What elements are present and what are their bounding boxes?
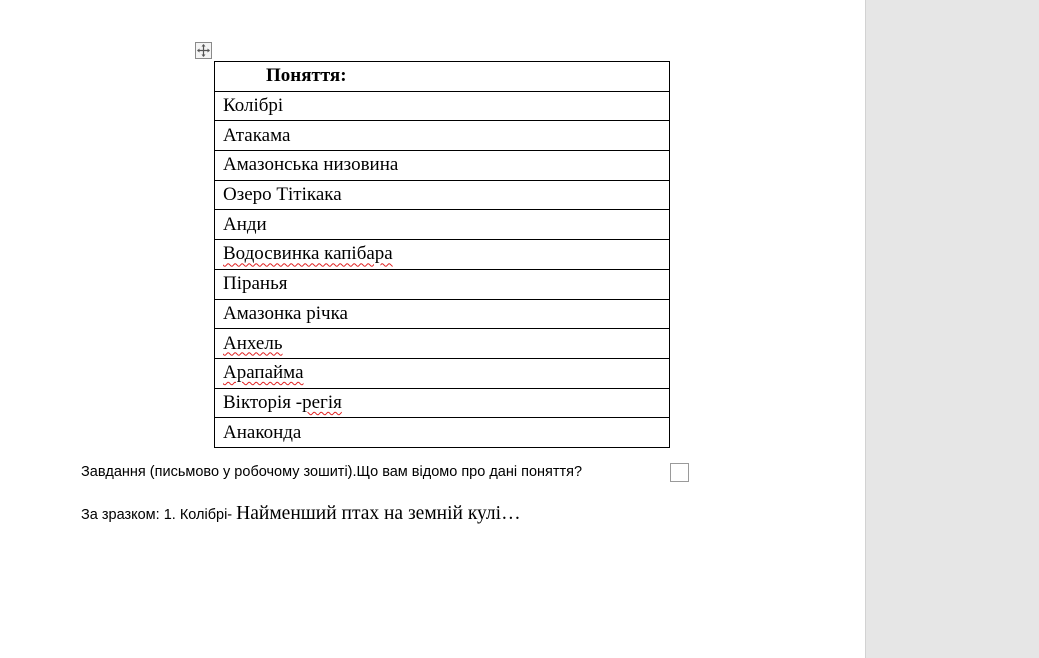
table-cell[interactable] [215,418,670,448]
table-cell[interactable] [215,240,670,270]
cell-text: Вікторія - [223,391,303,413]
cell-text: Піранья [223,273,288,295]
table-header-row [215,62,670,92]
task-paragraph[interactable]: Завдання (письмово у робочому зошиті).Що вам відомо про дані поняття? [81,464,583,480]
side-pane [865,0,1039,658]
table-resize-handle-icon[interactable] [670,463,689,482]
example-paragraph[interactable] [81,503,521,525]
table-row [215,269,670,299]
cell-text: Анди [223,213,267,235]
table-cell[interactable] [215,388,670,418]
table-cell[interactable] [215,329,670,359]
example-label: За зразком: 1. Колібрі- [81,507,237,523]
table-header-cell[interactable]: Поняття: [215,62,670,92]
table-row [215,418,670,448]
table-cell[interactable] [215,91,670,121]
table-row [215,121,670,151]
table-row [215,358,670,388]
table-cell[interactable] [215,269,670,299]
spellcheck-flagged-text: Арапайма [223,362,304,384]
table-move-handle-icon[interactable] [195,42,212,59]
table-cell[interactable] [215,210,670,240]
table-row [215,180,670,210]
spellcheck-flagged-text: Анхель [223,332,283,354]
table-row [215,388,670,418]
spellcheck-flagged-text: регія [302,391,342,413]
table-cell[interactable] [215,121,670,151]
spellcheck-flagged-text: Водосвинка капібара [223,243,393,265]
example-answer: Найменший птах на земній кулі… [236,503,521,524]
cell-text: Амазонська низовина [223,154,399,176]
cell-text: Атакама [223,124,291,146]
cell-text: Анаконда [223,421,302,443]
table-row [215,91,670,121]
table-cell[interactable] [215,358,670,388]
table-row [215,329,670,359]
table-cell[interactable] [215,299,670,329]
cell-text: Озеро Тітікака [223,184,342,206]
table-row [215,299,670,329]
table-row [215,210,670,240]
concepts-table[interactable] [214,61,670,448]
table-row [215,151,670,181]
table-row [215,240,670,270]
table-cell[interactable] [215,180,670,210]
cell-text: Колібрі [223,95,284,117]
cell-text: Амазонка річка [223,302,348,324]
table-cell[interactable] [215,151,670,181]
